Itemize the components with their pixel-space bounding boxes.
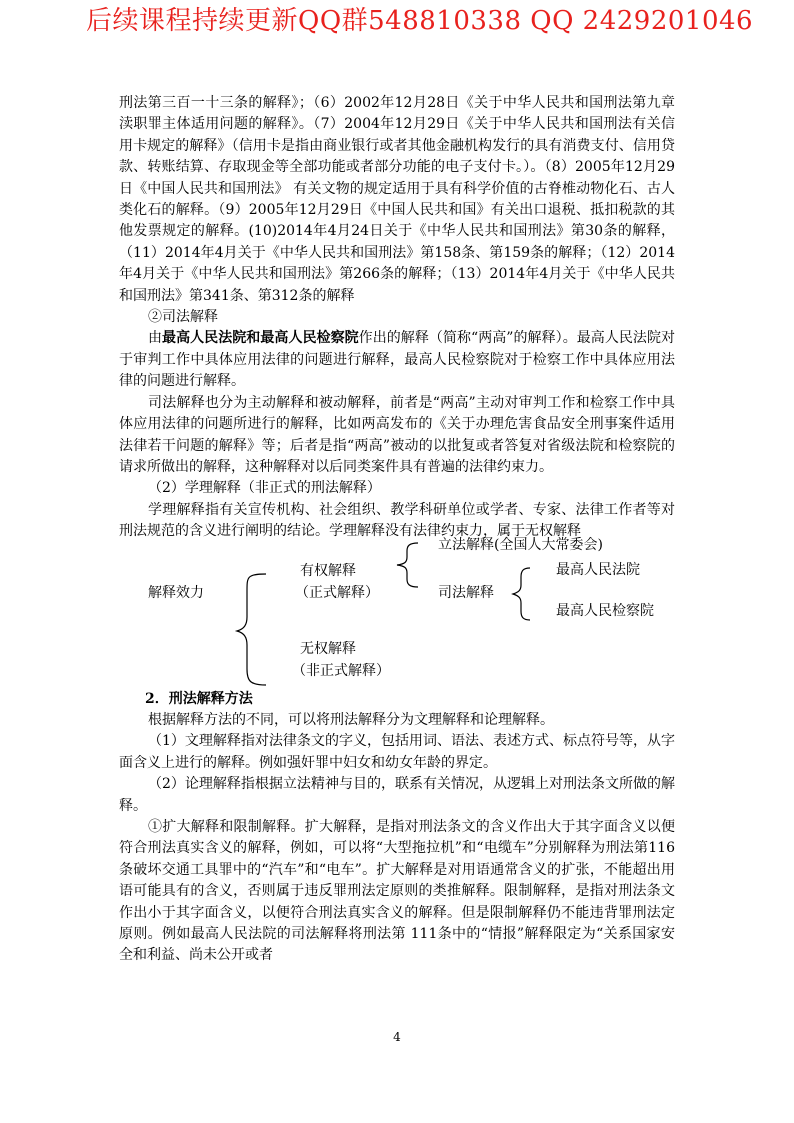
diagram-unauthorized-label: 无权解释 <box>300 640 356 657</box>
methods-intro: 根据解释方法的不同，可以将刑法解释分为文理解释和论理解释。 <box>148 711 554 728</box>
methods-paragraph-1: （1）文理解释指对法律条文的字义，包括用词、语法、表述方式、标点符号等，从字面含义上进行的解释。例如强奸罪中妇女和幼女年龄的界定。 <box>119 733 675 771</box>
diagram-unauthorized-sub-label: （非正式解释） <box>292 662 390 679</box>
brace-authorized <box>397 543 418 587</box>
interpretation-effect-diagram <box>119 536 675 689</box>
judicial-paragraph-1 <box>119 328 675 392</box>
judicial-paragraph-2: 司法解释也分为主动解释和被动解释，前者是“两高”主动对审判工作和检察工作中具体应用法律的问题所进行的解释，比如两高发布的《关于办理危害食品安全刑事案件适用法律若干问题的解释》等；后者是指“两高”被动的以批复或者答复对省级法院和检察院的请求所做出的解释，这种解释对以后同类案件具有普遍的法律约束力。 <box>119 394 675 475</box>
diagram-legislative-label: 立法解释(全国人大常委会) <box>438 536 603 553</box>
diagram-root-label: 解释效力 <box>148 584 204 601</box>
judicial-rest: 作出的解释（简称“两高”的解释）。最高人民法院对于审判工作中具体应用法律的问题进行解释，最高人民检察院对于检察工作中具体应用法律的问题进行解释。 <box>119 330 675 390</box>
diagram-court-label: 最高人民法院 <box>556 561 640 578</box>
diagram-procuratorate-label: 最高人民检察院 <box>556 602 654 619</box>
methods-paragraph-2: （2）论理解释指根据立法精神与目的，联系有关情况，从逻辑上对刑法条文所做的解释。 <box>119 776 675 814</box>
diagram-authorized-label: 有权解释 <box>300 562 356 579</box>
judicial-heading: ②司法解释 <box>148 309 218 326</box>
watermark-banner: 后续课程持续更新QQ群548810338 QQ 2429201046 <box>86 6 754 36</box>
methods-paragraph-3: ①扩大解释和限制解释。扩大解释，是指对刑法条文的含义作出大于其字面含义以便符合刑法真实含义的解释，例如，可以将“大型拖拉机”和“电缆车”分别解释为刑法第116条破坏交通工具罪中的“汽车”和“电车”。扩大解释是对用语通常含义的扩张，不能超出用语可能具有的含义，否则属于违反罪刑法定原则的类推解释。限制解释，是指对刑法条文作出小于其字面含义，以便符合刑法真实含义的解释。但是限制解释仍不能违背罪刑法定原则。例如最高人民法院的司法解释将刑法第 111条中的“情报”解释限定为“关系国家安全和利益、尚未公开或者 <box>119 818 675 964</box>
methods-title: 2．刑法解释方法 <box>145 690 253 707</box>
academic-heading: （2）学理解释（非正式的刑法解释） <box>148 480 381 497</box>
law-list-paragraph: 刑法第三百一十三条的解释》；（6）2002年12月28日《关于中华人民共和国刑法第九章渎职罪主体适用问题的解释》。（7）2004年12月29日《关于中华人民共和国刑法有关信用卡规定的解释》（信用卡是指由商业银行或者其他金融机构发行的具有消费支付、信用贷款、转账结算、存取现金等全部功能或者部分功能的电子支付卡。）。（8）2005年12月29日《中国人民共和国刑法》 有关文物的规定适用于具有科学价值的古脊椎动物化石、古人类化石的解释。（9）2005年12月29日《中国人民共和国》有关出口退税、抵扣税款的其他发票规定的解释。(10)2014年4月24日关于《中华人民共和国刑法》第30条的解释，（11）2014年4月关于《中华人民共和国刑法》第158条、第159条的解释；（12）2014年4月关于《中华人民共和国刑法》第266条的解释；（13）2014年4月关于《中华人民共和国刑法》第341条、第312条的解释 <box>119 95 675 304</box>
brace-root <box>237 574 266 685</box>
academic-paragraph: 学理解释指有关宣传机构、社会组织、教学科研单位或学者、专家、法律工作者等对刑法规范的含义进行阐明的结论。学理解释没有法律约束力，属于无权解释 <box>119 501 675 540</box>
diagram-judicial-label: 司法解释 <box>438 584 494 601</box>
judicial-prefix: 由 <box>148 330 163 347</box>
brace-judicial <box>513 568 530 620</box>
judicial-bold-bodies: 最高人民法院和最高人民检察院 <box>162 330 359 347</box>
diagram-authorized-sub-label: （正式解释） <box>295 584 379 601</box>
page-number: 4 <box>393 1030 401 1044</box>
document-body <box>119 93 675 967</box>
